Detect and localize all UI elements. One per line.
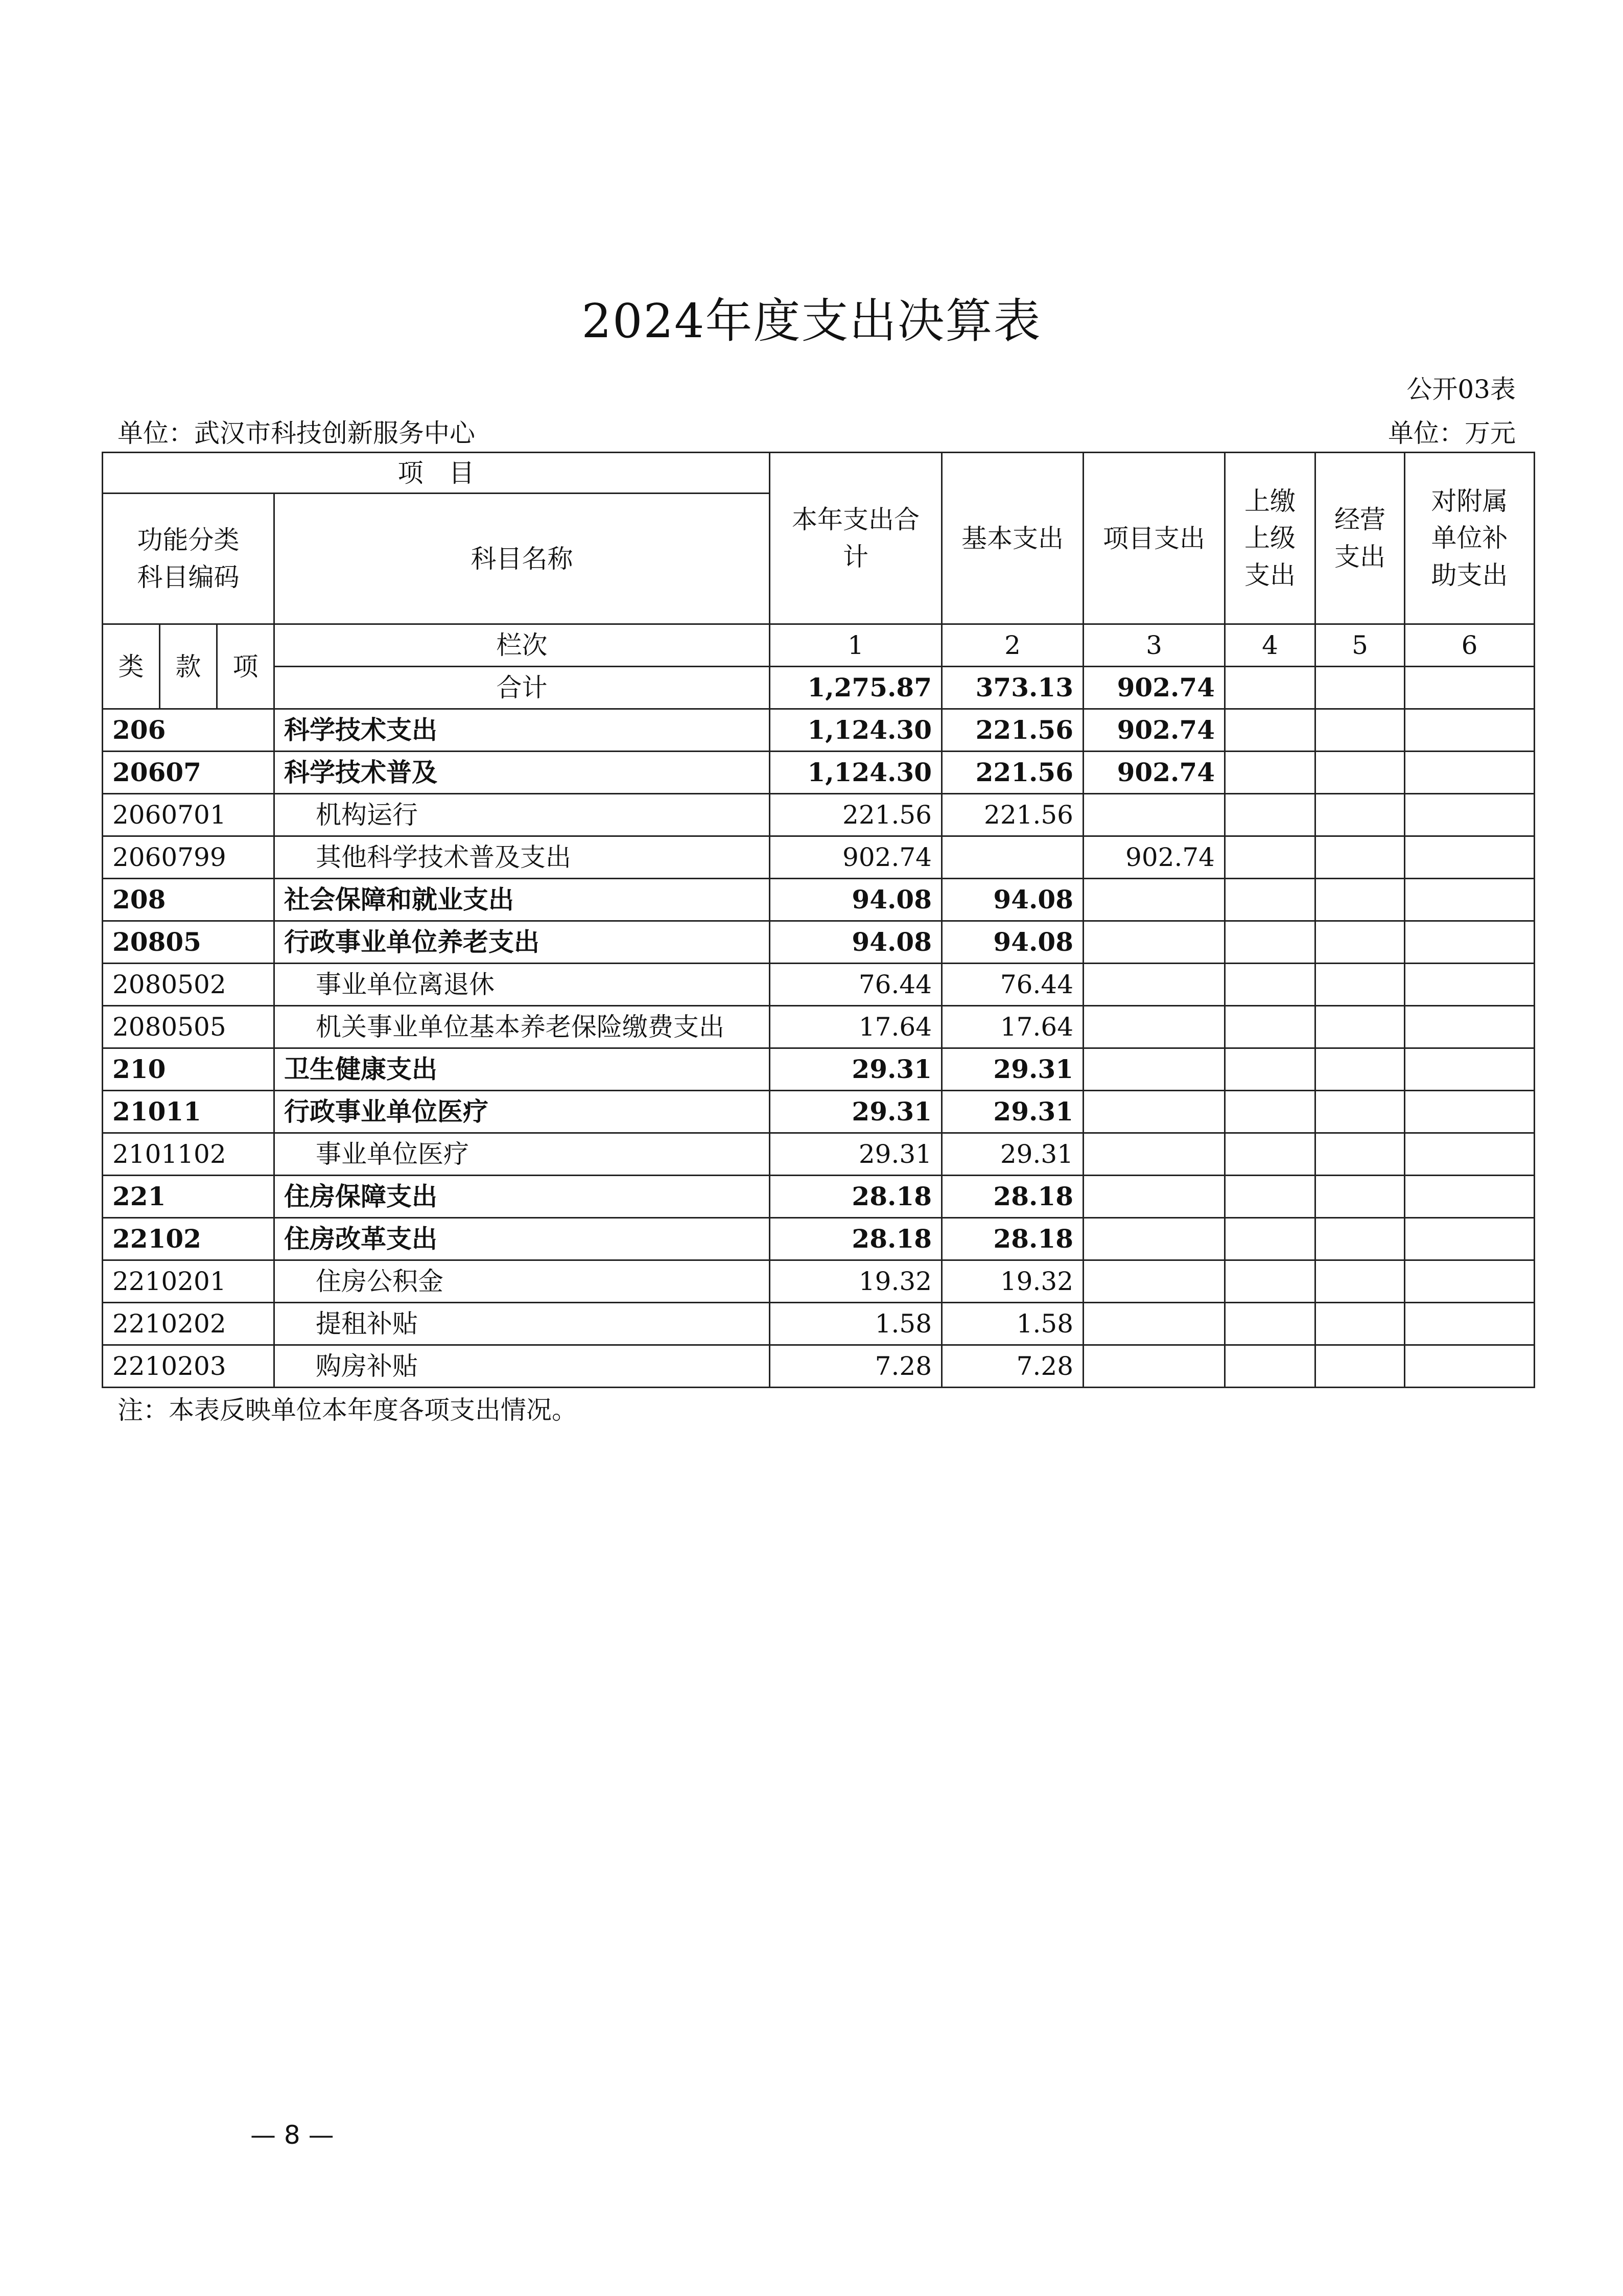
unit-measure: 单位：万元 <box>1388 418 1516 448</box>
row-code: 2080505 <box>103 1006 274 1048</box>
row-upper <box>1225 1260 1315 1303</box>
table-row <box>103 1303 1535 1345</box>
row-total: 1,124.30 <box>770 752 942 794</box>
row-total: 902.74 <box>770 836 942 879</box>
row-code: 2210201 <box>103 1260 274 1303</box>
row-upper <box>1225 921 1315 964</box>
row-business <box>1315 964 1405 1006</box>
row-subsidy <box>1405 1303 1535 1345</box>
row-project <box>1084 964 1225 1006</box>
page-number: — 8 — <box>250 2120 334 2150</box>
table-row <box>103 1260 1535 1303</box>
row-project <box>1084 1303 1225 1345</box>
row-basic: 76.44 <box>942 964 1084 1006</box>
header-lei: 类 <box>103 624 160 709</box>
row-name: 住房公积金 <box>274 1260 770 1303</box>
row-code: 206 <box>103 709 274 752</box>
col-num-4: 4 <box>1225 624 1315 667</box>
expenditure-table <box>102 452 1535 1388</box>
table-row <box>103 1218 1535 1260</box>
row-name: 事业单位医疗 <box>274 1133 770 1176</box>
total-label: 合计 <box>274 667 770 709</box>
row-business <box>1315 709 1405 752</box>
row-basic: 7.28 <box>942 1345 1084 1388</box>
row-business <box>1315 836 1405 879</box>
row-total: 29.31 <box>770 1091 942 1133</box>
row-basic: 29.31 <box>942 1133 1084 1176</box>
row-project: 902.74 <box>1084 752 1225 794</box>
row-subsidy <box>1405 709 1535 752</box>
row-basic: 221.56 <box>942 794 1084 836</box>
row-project <box>1084 1091 1225 1133</box>
row-project <box>1084 921 1225 964</box>
row-subsidy <box>1405 964 1535 1006</box>
header-business: 经营支出 <box>1315 453 1405 624</box>
row-subsidy <box>1405 1345 1535 1388</box>
row-business <box>1315 1260 1405 1303</box>
row-basic: 221.56 <box>942 752 1084 794</box>
row-subsidy <box>1405 836 1535 879</box>
table-row <box>103 1006 1535 1048</box>
row-name: 机构运行 <box>274 794 770 836</box>
row-basic: 17.64 <box>942 1006 1084 1048</box>
row-name: 卫生健康支出 <box>274 1048 770 1091</box>
row-business <box>1315 879 1405 921</box>
row-business <box>1315 794 1405 836</box>
table-row <box>103 1048 1535 1091</box>
col-num-6: 6 <box>1405 624 1535 667</box>
row-project: 902.74 <box>1084 709 1225 752</box>
row-upper <box>1225 794 1315 836</box>
row-name: 行政事业单位医疗 <box>274 1091 770 1133</box>
total-project: 902.74 <box>1084 667 1225 709</box>
row-subsidy <box>1405 879 1535 921</box>
header-item: 项 目 <box>103 453 770 494</box>
header-subject-name: 科目名称 <box>274 494 770 624</box>
row-business <box>1315 752 1405 794</box>
row-total: 221.56 <box>770 794 942 836</box>
unit-name: 单位：武汉市科技创新服务中心 <box>117 418 475 448</box>
row-total: 28.18 <box>770 1176 942 1218</box>
row-subsidy <box>1405 921 1535 964</box>
row-subsidy <box>1405 1133 1535 1176</box>
row-project <box>1084 1006 1225 1048</box>
row-basic: 94.08 <box>942 879 1084 921</box>
row-name: 住房保障支出 <box>274 1176 770 1218</box>
row-subsidy <box>1405 1091 1535 1133</box>
row-upper <box>1225 752 1315 794</box>
row-upper <box>1225 836 1315 879</box>
row-total: 76.44 <box>770 964 942 1006</box>
row-business <box>1315 1218 1405 1260</box>
row-total: 19.32 <box>770 1260 942 1303</box>
row-upper <box>1225 1133 1315 1176</box>
row-name: 机关事业单位基本养老保险缴费支出 <box>274 1006 770 1048</box>
header-lanci: 栏次 <box>274 624 770 667</box>
row-total: 94.08 <box>770 879 942 921</box>
row-upper <box>1225 1048 1315 1091</box>
table-row <box>103 1345 1535 1388</box>
total-total: 1,275.87 <box>770 667 942 709</box>
row-name: 社会保障和就业支出 <box>274 879 770 921</box>
row-code: 2060701 <box>103 794 274 836</box>
row-basic: 1.58 <box>942 1303 1084 1345</box>
row-total: 28.18 <box>770 1218 942 1260</box>
row-code: 2210202 <box>103 1303 274 1345</box>
table-row <box>103 1091 1535 1133</box>
row-total: 7.28 <box>770 1345 942 1388</box>
row-basic <box>942 836 1084 879</box>
row-project <box>1084 794 1225 836</box>
table-row <box>103 1133 1535 1176</box>
row-code: 20607 <box>103 752 274 794</box>
row-subsidy <box>1405 1218 1535 1260</box>
page-title: 2024年度支出决算表 <box>581 294 1042 348</box>
row-code: 22102 <box>103 1218 274 1260</box>
row-upper <box>1225 709 1315 752</box>
row-basic: 29.31 <box>942 1048 1084 1091</box>
row-upper <box>1225 1303 1315 1345</box>
table-note: 注：本表反映单位本年度各项支出情况。 <box>117 1395 577 1425</box>
row-code: 221 <box>103 1176 274 1218</box>
row-code: 2060799 <box>103 836 274 879</box>
row-code: 21011 <box>103 1091 274 1133</box>
col-num-5: 5 <box>1315 624 1405 667</box>
row-business <box>1315 1091 1405 1133</box>
row-basic: 28.18 <box>942 1218 1084 1260</box>
row-name: 科学技术普及 <box>274 752 770 794</box>
row-code: 2080502 <box>103 964 274 1006</box>
col-num-2: 2 <box>942 624 1084 667</box>
row-business <box>1315 1303 1405 1345</box>
row-name: 提租补贴 <box>274 1303 770 1345</box>
row-subsidy <box>1405 1006 1535 1048</box>
table-row <box>103 1176 1535 1218</box>
row-upper <box>1225 1176 1315 1218</box>
row-code: 2210203 <box>103 1345 274 1388</box>
header-project: 项目支出 <box>1084 453 1225 624</box>
total-row <box>103 667 1535 709</box>
table-row <box>103 964 1535 1006</box>
table-row <box>103 752 1535 794</box>
row-project <box>1084 1176 1225 1218</box>
row-upper <box>1225 879 1315 921</box>
row-total: 94.08 <box>770 921 942 964</box>
table-row <box>103 794 1535 836</box>
col-num-3: 3 <box>1084 624 1225 667</box>
header-subsidy: 对附属单位补助支出 <box>1405 453 1535 624</box>
header-kuan: 款 <box>160 624 217 709</box>
row-total: 1,124.30 <box>770 709 942 752</box>
row-total: 29.31 <box>770 1048 942 1091</box>
row-basic: 94.08 <box>942 921 1084 964</box>
row-business <box>1315 1345 1405 1388</box>
row-code: 20805 <box>103 921 274 964</box>
row-project <box>1084 1260 1225 1303</box>
table-row <box>103 921 1535 964</box>
row-project <box>1084 1218 1225 1260</box>
row-business <box>1315 1176 1405 1218</box>
row-business <box>1315 921 1405 964</box>
row-name: 购房补贴 <box>274 1345 770 1388</box>
row-name: 事业单位离退休 <box>274 964 770 1006</box>
row-project <box>1084 1048 1225 1091</box>
row-project <box>1084 879 1225 921</box>
header-func-code: 功能分类科目编码 <box>103 494 274 624</box>
row-subsidy <box>1405 1176 1535 1218</box>
row-total: 17.64 <box>770 1006 942 1048</box>
row-business <box>1315 1133 1405 1176</box>
row-name: 科学技术支出 <box>274 709 770 752</box>
row-basic: 29.31 <box>942 1091 1084 1133</box>
header-xiang: 项 <box>217 624 274 709</box>
row-name: 行政事业单位养老支出 <box>274 921 770 964</box>
row-project: 902.74 <box>1084 836 1225 879</box>
total-business <box>1315 667 1405 709</box>
row-total: 29.31 <box>770 1133 942 1176</box>
header-total: 本年支出合计 <box>770 453 942 624</box>
row-basic: 19.32 <box>942 1260 1084 1303</box>
row-subsidy <box>1405 752 1535 794</box>
row-name: 住房改革支出 <box>274 1218 770 1260</box>
row-upper <box>1225 1091 1315 1133</box>
table-row <box>103 879 1535 921</box>
row-project <box>1084 1133 1225 1176</box>
table-row <box>103 836 1535 879</box>
total-basic: 373.13 <box>942 667 1084 709</box>
row-upper <box>1225 1345 1315 1388</box>
row-upper <box>1225 1218 1315 1260</box>
row-subsidy <box>1405 794 1535 836</box>
row-project <box>1084 1345 1225 1388</box>
total-upper <box>1225 667 1315 709</box>
row-basic: 28.18 <box>942 1176 1084 1218</box>
row-total: 1.58 <box>770 1303 942 1345</box>
col-num-1: 1 <box>770 624 942 667</box>
row-business <box>1315 1048 1405 1091</box>
row-name: 其他科学技术普及支出 <box>274 836 770 879</box>
table-row <box>103 709 1535 752</box>
row-code: 2101102 <box>103 1133 274 1176</box>
table-code: 公开03表 <box>1406 374 1516 404</box>
row-code: 210 <box>103 1048 274 1091</box>
header-basic: 基本支出 <box>942 453 1084 624</box>
row-upper <box>1225 964 1315 1006</box>
row-upper <box>1225 1006 1315 1048</box>
total-subsidy <box>1405 667 1535 709</box>
row-basic: 221.56 <box>942 709 1084 752</box>
header-upper: 上缴上级支出 <box>1225 453 1315 624</box>
row-subsidy <box>1405 1048 1535 1091</box>
row-code: 208 <box>103 879 274 921</box>
row-business <box>1315 1006 1405 1048</box>
row-subsidy <box>1405 1260 1535 1303</box>
